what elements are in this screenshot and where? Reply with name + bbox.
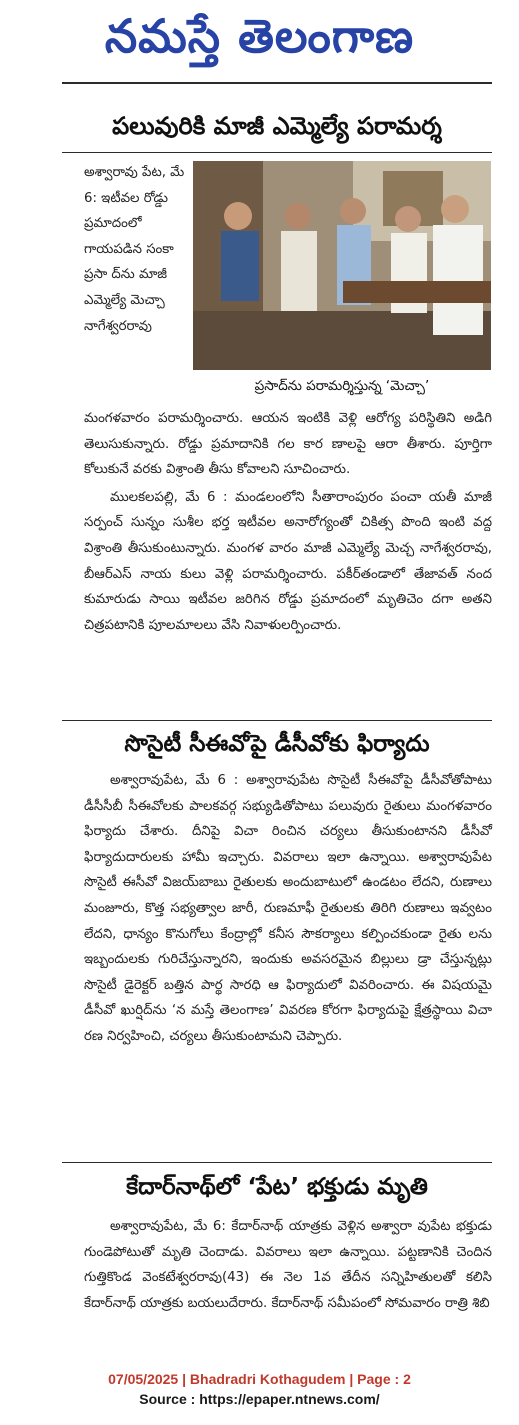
article1-photo <box>193 161 491 370</box>
divider <box>62 82 492 84</box>
article1-column-text: అశ్వారావు పేట, మే 6: ఇటీవల రోడ్డు ప్రమాదంలో గాయపడిన సంకా ప్రసా ద్‌ను మాజీ ఎమ్మెల్యే మెచ్చా నాగేశ్వరరావు <box>84 165 185 334</box>
divider <box>62 152 492 153</box>
article1-body <box>84 406 492 638</box>
masthead <box>0 0 519 76</box>
article1-paragraph: మంగళవారం పరామర్శించారు. ఆయన ఇంటికి వెళ్లి ఆరోగ్య పరిస్థితిని అడిగి తెలుసుకున్నారు. రోడ్డు ప్రమాదానికి గల కార ణాలపై ఆరా తీశారు. పూర్తిగా కోలుకునే వరకు విశ్రాంతి తీసు కోవాలని సూచించారు. <box>84 411 492 478</box>
article3-paragraph: అశ్వారావుపేట, మే 6: కేదార్‌నాథ్ యాత్రకు వెళ్లిన అశ్వారా వుపేట భక్తుడు గుండెపోటుతో మృతి చెందాడు. వివరాలు ఇలా ఉన్నాయి. పట్టణానికి చెందిన గుత్తికొండ వెంకటేశ్వరరావు(43) ఈ నెల 1వ తేదీన సన్నిహితులతో కలిసి కేదార్‌నాథ్ యాత్రకు బయలుదేరారు. కేదార్‌నాథ్ సమీపంలో సోమవారం రాత్రి శిబి <box>84 1219 492 1311</box>
article2-headline: సొసైటీ సీఈవోపై డీసీవోకు ఫిర్యాదు <box>124 731 430 757</box>
article2-paragraph: అశ్వారావుపేట, మే 6 : అశ్వారావుపేట సొసైటీ సీఈవోపై డీసీవోతోపాటు డీసీసీబీ సీఈవోలకు పాలకవర్గ సభ్యుడితోపాటు పలువురు రైతులు మంగళవారం ఫిర్యాదు చేశారు. దీనిపై విచా రించిన చర్యలు తీసుకుంటానని డీసీవో ఫిర్యాదుదారులకు హామీ ఇచ్చారు. వివరాలు ఇలా ఉన్నాయి. అశ్వారావుపేట సొసైటీ ఈసీవో విజయ్‌బాబు రైతులకు అందుబాటులో ఉండటం లేదని, రుణాలు మంజూరు, కొత్త సభ్యత్వాల జారీ, రుణమాఫీ రైతులకు తిరిగి రుణాలు ఇవ్వటం లేదని, ధాన్యం కొనుగోలు కేంద్రాల్లో కనీస సౌకర్యాలు కల్పించకుండా రైతు లను ఇబ్బందులకు గురిచేస్తున్నారని, ఇందుకు అవసరమైన బిల్లులు డ్రా చేస్తున్నట్లు సొసైటీ డైరెక్టర్ బత్తిన పార్థ సారధి ఆ ఫిర్యాదులో వివరించారు. ఈ విషయమై డీసీవో ఖుర్షిద్‌ను ‘న మస్తే తెలంగాణ’ వివరణ కోరగా ఫిర్యాదుపై క్షేత్రస్థాయి విచా రణ నిర్వహించి, చర్యలు తీసుకుంటామని చెప్పారు. <box>84 773 492 1044</box>
footer-date-line: 07/05/2025 | Bhadradri Kothagudem | Page : 2 <box>108 1371 411 1387</box>
article2-body <box>84 768 492 1050</box>
footer-source-line: Source : https://epaper.ntnews.com/ <box>139 1391 380 1407</box>
article1-paragraph: ములకలపల్లి, మే 6 : మండలంలోని సీతారాంపురం పంచా యతీ మాజీ సర్పంచ్ సున్నం సుశీల భర్త ఇటీవల అనారోగ్యంతో చికిత్స పొంది ఇంటి వద్ద విశ్రాంతి తీసుకుంటున్నారు. మంగళ వారం మాజీ ఎమ్మెల్యే మెచ్చ నాగేశ్వరరావు, బీఆర్‌ఎస్ నాయ కులు వెళ్లి పరామర్శించారు. పకీర్‌తండాలో తేజావత్ నంద కుమారుడు సాయి ఇటీవల జరిగిన రోడ్డు ప్రమాదంలో మృతిచెం దగా అతని చిత్రపటానికి పూలమాలలు వేసి నివాళులర్పించారు. <box>84 489 492 633</box>
article1-photo-caption: ప్రసాద్‌ను పరామర్శిస్తున్న ‘మెచ్చా’ <box>254 378 430 394</box>
article3-body <box>84 1214 492 1350</box>
divider <box>62 1162 492 1163</box>
masthead-title: నమస్తే తెలంగాణ <box>104 9 415 63</box>
divider <box>62 720 492 721</box>
article3-headline: కేదార్‌నాథ్‌లో ‘పేట’ భక్తుడు మృతి <box>126 1174 428 1200</box>
article1-headline: పలువురికి మాజీ ఎమ్మెల్యే పరామర్శ <box>112 112 442 140</box>
